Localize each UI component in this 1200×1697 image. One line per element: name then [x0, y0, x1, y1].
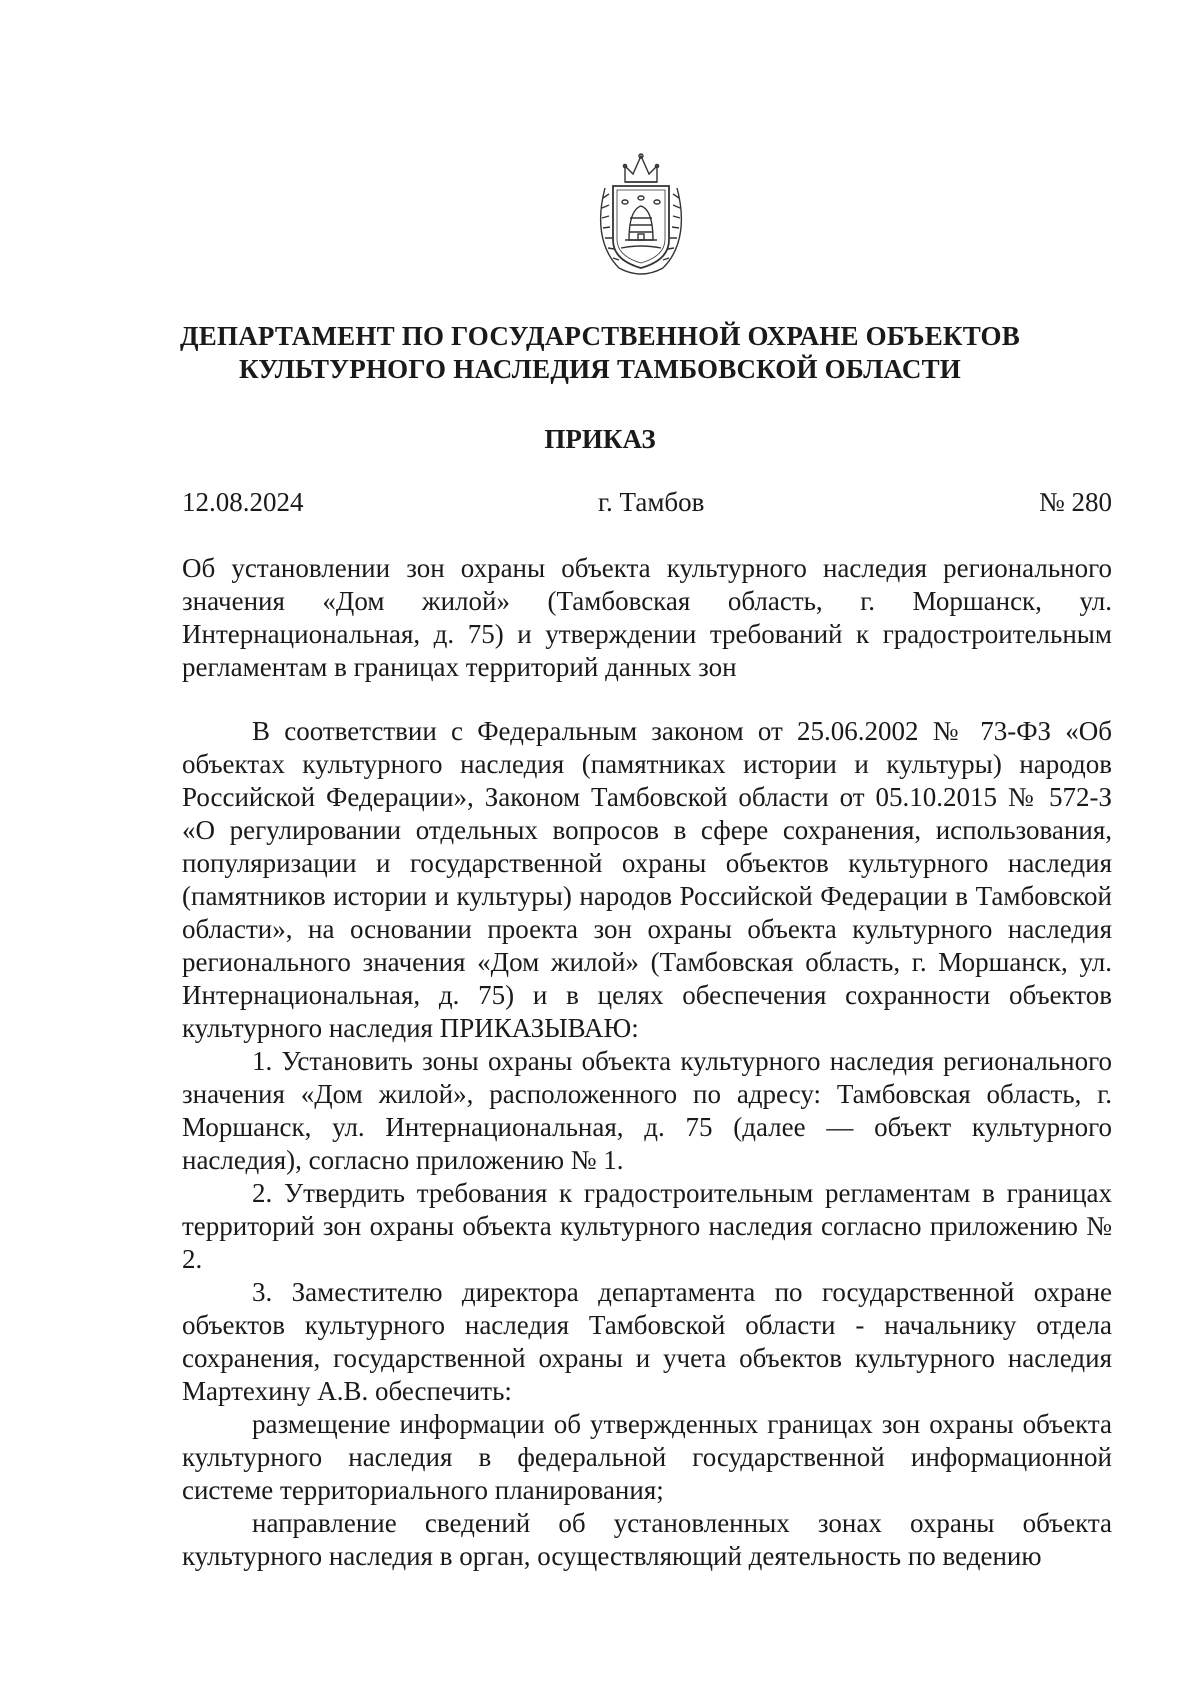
paragraph-item-3: 3. Заместителю директора департамента по государственной охране объектов культурного наследия Тамбовской области - начальнику отдела сохранения, государственной охраны и учета объектов культурного наследия Мартехину А.В. обеспечить:: [182, 1277, 1112, 1406]
paragraph-item-1: 1. Установить зоны охраны объекта культурного наследия регионального значения «Дом жилой», расположенного по адресу: Тамбовская область, г. Моршанск, ул. Интернациональная, д. 75 (далее — объект культурного наследия), согласно приложению № 1.: [182, 1046, 1112, 1175]
paragraph-subitem-2: направление сведений об установленных зонах охраны объекта культурного наследия в орган, осуществляющий деятельность по ведению: [182, 1508, 1112, 1571]
department-name-line-1: ДЕПАРТАМЕНТ ПО ГОСУДАРСТВЕННОЙ ОХРАНЕ ОБЪЕКТОВ: [180, 321, 1020, 351]
department-name-line-2: КУЛЬТУРНОГО НАСЛЕДИЯ ТАМБОВСКОЙ ОБЛАСТИ: [239, 354, 961, 384]
document-date: 12.08.2024: [182, 487, 304, 517]
document-subject: [182, 552, 1112, 684]
document-body: [182, 715, 1112, 1573]
document-type-title: ПРИКАЗ: [544, 424, 656, 454]
document-city: г. Тамбов: [598, 487, 705, 517]
paragraph-preamble: В соответствии с Федеральным законом от 25.06.2002 № 73-ФЗ «Об объектах культурного наследия (памятниках истории и культуры) народов Российской Федерации», Законом Тамбовской области от 05.10.2015 № 572-З «О регулировании отдельных вопросов в сфере сохранения, использования, популяризации и государственной охраны объектов культурного наследия (памятников истории и культуры) народов Российской Федерации в Тамбовской области», на основании проекта зон охраны объекта культурного наследия регионального значения «Дом жилой» (Тамбовская область, г. Моршанск, ул. Интернациональная, д. 75) и в целях обеспечения сохранности объектов культурного наследия ПРИКАЗЫВАЮ:: [182, 716, 1112, 1043]
subject-text: Об установлении зон охраны объекта культурного наследия регионального значения «Дом жилой» (Тамбовская область, г. Моршанск, ул. Интернациональная, д. 75) и утверждении требований к градостроительным регламентам в границах территорий данных зон: [182, 553, 1112, 682]
paragraph-item-2: 2. Утвердить требования к градостроительным регламентам в границах территорий зон охраны объекта культурного наследия согласно приложению № 2.: [182, 1178, 1112, 1274]
document-number: № 280: [1038, 487, 1112, 517]
tambov-coat-of-arms-icon: [595, 148, 687, 280]
paragraph-subitem-1: размещение информации об утвержденных границах зон охраны объекта культурного наследия в федеральной государственной информационной системе территориального планирования;: [182, 1409, 1112, 1505]
